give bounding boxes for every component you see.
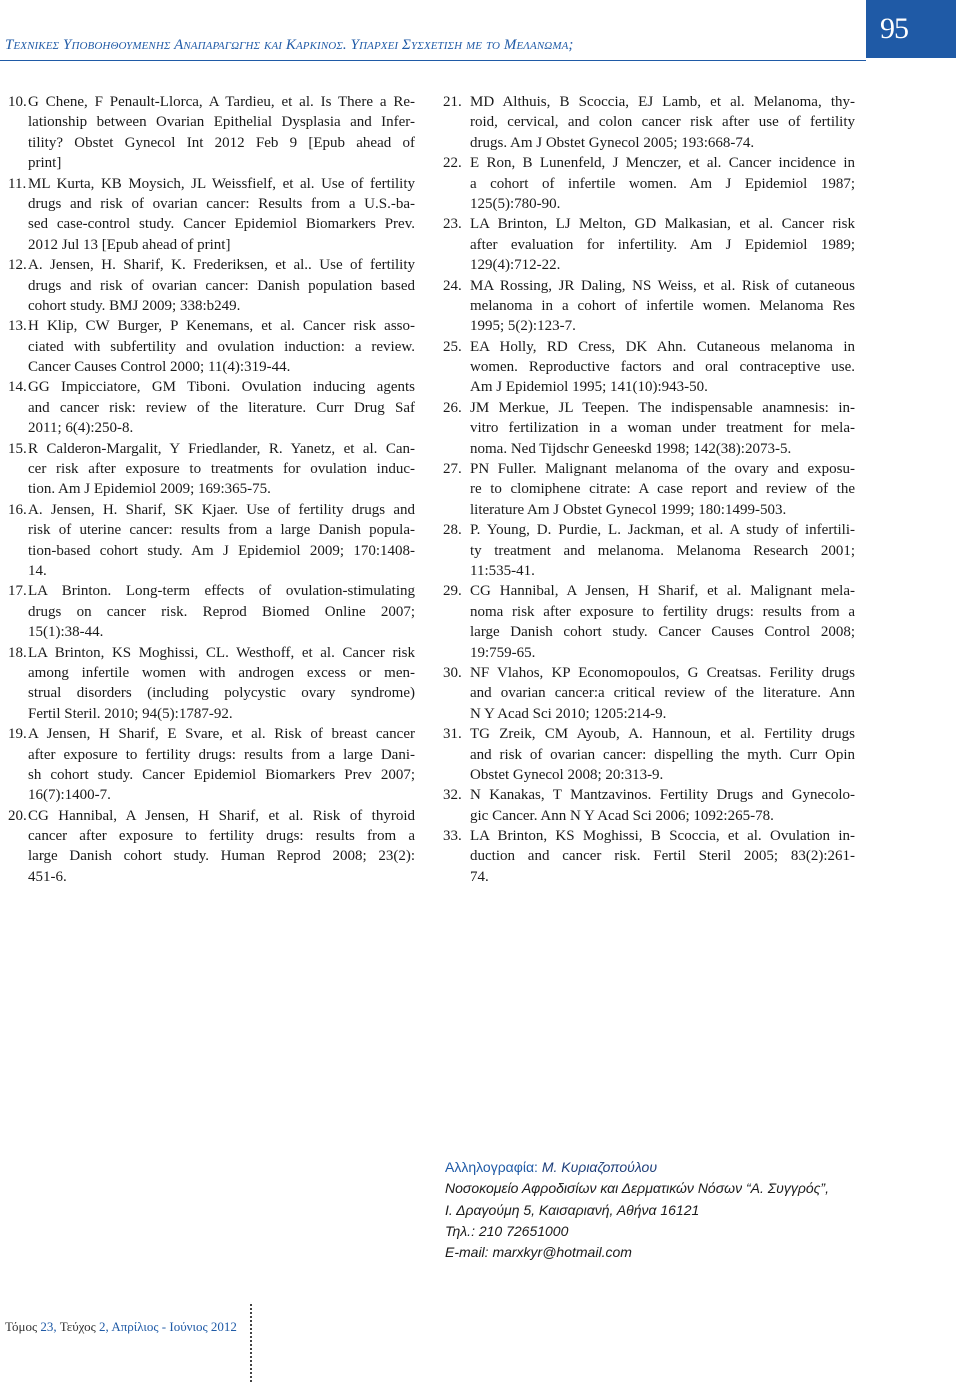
reference-line: vitro fertilization in a woman under treatment for mela- [470, 420, 855, 437]
footer-issue: 2, [99, 1319, 109, 1334]
reference-number: 31. [443, 726, 462, 743]
reference-line: NF Vlahos, KP Economopoulos, G Creatsas. Ferility drugs [470, 664, 855, 681]
reference-line: A Jensen, H Sharif, E Svare, et al. Risk of breast cancer [28, 726, 415, 743]
reference-number: 15. [8, 440, 27, 457]
reference-line: LA Brinton, LJ Melton, GD Malkasian, et al. Cancer risk [470, 216, 855, 233]
reference-item [443, 724, 855, 785]
reference-item [8, 724, 415, 806]
reference-item [8, 439, 415, 500]
reference-line: duction and cancer risk. Fertil Steril 2005; 83(2):261- [470, 848, 855, 865]
reference-line: drugs. Am J Obstet Gynecol 2005; 193:668-74. [470, 134, 755, 151]
reference-line: R Calderon-Margalit, Y Friedlander, R. Yanetz, et al. Can- [28, 440, 415, 457]
reference-item [443, 581, 855, 663]
reference-number: 11. [8, 175, 27, 192]
reference-line: G Chene, F Penault-Llorca, A Tardieu, et al. Is There a Re- [28, 94, 415, 110]
references-right-column [443, 92, 855, 887]
reference-item [443, 826, 855, 887]
correspondence-phone: Τηλ.: 210 72651000 [445, 1222, 569, 1239]
reference-line: A. Jensen, H. Sharif, K. Frederiksen, et al.. Use of fertility [28, 257, 415, 274]
correspondence-name: Μ. Κυριαζοπούλου [541, 1159, 658, 1175]
reference-number: 24. [443, 277, 462, 294]
reference-item [443, 92, 855, 153]
reference-number: 29. [443, 583, 462, 600]
reference-item [8, 581, 415, 642]
reference-line: A. Jensen, H. Sharif, SK Kjaer. Use of fertility drugs and [28, 501, 415, 518]
reference-line: GG Impicciatore, GM Tiboni. Ovulation inducing agents [28, 379, 415, 396]
reference-item [8, 174, 415, 256]
reference-item [443, 337, 855, 398]
footer-period: Απρίλιος - Ιούνιος 2012 [111, 1319, 237, 1334]
reference-line: 19:759-65. [470, 644, 536, 661]
footer-volume-label: Τόμος [5, 1319, 38, 1334]
reference-line: CG Hannibal, A Jensen, H Sharif, et al. Malignant mela- [470, 583, 855, 600]
reference-line: CG Hannibal, A Jensen, H Sharif, et al. Risk of thyroid [28, 807, 415, 824]
reference-line: Am J Epidemiol 1995; 141(10):943-50. [470, 379, 708, 396]
reference-line: gic Cancer. Ann N Y Acad Sci 2006; 1092:265-78. [470, 807, 774, 824]
reference-line: tion-based cohort study. Am J Epidemiol 2009; 170:1408- [28, 542, 415, 559]
reference-line: N Kanakas, T Mantzavinos. Fertility Drugs and Gynecolo- [470, 787, 855, 804]
reference-line: 11:535-41. [470, 562, 535, 579]
running-title: Τεχνικες Υποβοηθουμενης Αναπαραγωγης και Καρκινος. Υπαρχει Συσχετιση με το Μελανωμα; [5, 37, 574, 53]
reference-line: risk of uterine cancer: results from a large Danish popula- [28, 522, 415, 539]
reference-line: noma. Ned Tijdschr Geneeskd 1998; 142(38):2073-5. [470, 440, 792, 457]
reference-number: 10. [8, 94, 27, 110]
reference-line: E Ron, B Lunenfeld, J Menczer, et al. Cancer incidence in [470, 155, 855, 172]
reference-line: Fertil Steril. 2010; 94(5):1787-92. [28, 705, 233, 722]
reference-line: roid, cervical, and colon cancer risk after use of fertility [470, 114, 855, 131]
reference-line: MA Rossing, JR Daling, NS Weiss, et al. Risk of cutaneous [470, 277, 855, 294]
correspondence-block [445, 1157, 865, 1263]
reference-line: tility? Obstet Gynecol Int 2012 Feb 9 [Epub ahead of [28, 134, 415, 151]
reference-line: cohort study. BMJ 2009; 338:b249. [28, 297, 241, 314]
reference-item [443, 214, 855, 275]
reference-line: re to clomiphene citrate: A case report and review of the [470, 481, 855, 498]
reference-line: a cohort of infertile women. Am J Epidemiol 1987; [470, 175, 855, 192]
reference-line: print] [28, 155, 62, 172]
reference-item [443, 459, 855, 520]
reference-line: ciated with subfertility and ovulation induction: a review. [28, 338, 415, 355]
reference-line: cancer after exposure to fertility drugs: results from a [28, 828, 415, 845]
footer-issue-label: Τεύχος [59, 1319, 96, 1334]
reference-line: and ovarian cancer:a critical review of the literature. Ann [470, 685, 855, 702]
reference-item [8, 255, 415, 316]
reference-line: 16(7):1400-7. [28, 787, 111, 804]
reference-item [443, 785, 855, 826]
reference-line: melanoma in a cohort of infertile women. Melanoma Res [470, 297, 855, 314]
page-number-badge: 95 [866, 0, 956, 58]
reference-number: 20. [8, 807, 27, 824]
reference-number: 30. [443, 664, 462, 681]
reference-line: PN Fuller. Malignant melanoma of the ovary and exposu- [470, 461, 855, 478]
reference-item [8, 377, 415, 438]
correspondence-label: Αλληλογραφία: [445, 1159, 538, 1175]
reference-line: 15(1):38-44. [28, 624, 104, 641]
reference-line: large Danish cohort study. Cancer Causes Control 2008; [470, 624, 855, 641]
reference-line: 2012 Jul 13 [Epub ahead of print] [28, 236, 231, 253]
reference-item [8, 806, 415, 888]
reference-number: 27. [443, 461, 462, 478]
reference-line: H Klip, CW Burger, P Kenemans, et al. Cancer risk asso- [28, 318, 415, 335]
reference-line: 14. [28, 562, 47, 579]
reference-line: cer risk after exposure to treatments for ovulation induc- [28, 461, 415, 478]
reference-number: 33. [443, 828, 462, 845]
reference-item [443, 276, 855, 337]
reference-line: drugs and risk of ovarian cancer: Danish population based [28, 277, 415, 294]
reference-number: 26. [443, 399, 462, 416]
reference-line: EA Holly, RD Cress, DK Ahn. Cutaneous melanoma in [470, 338, 855, 355]
reference-line: Obstet Gynecol 2008; 20:313-9. [470, 766, 664, 783]
reference-line: 125(5):780-90. [470, 195, 561, 212]
reference-line: drugs and risk of ovarian cancer: Results from a U.S.-ba- [28, 195, 415, 212]
reference-number: 32. [443, 787, 462, 804]
correspondence-address-line: Νοσοκομείο Αφροδισίων και Δερματικών Νόσων “Α. Συγγρός”, [445, 1180, 829, 1197]
reference-line: TG Zreik, CM Ayoub, A. Hannoun, et al. Fertility drugs [470, 726, 855, 743]
reference-line: 2011; 6(4):250-8. [28, 420, 134, 437]
reference-line: large Danish cohort study. Human Reprod 2008; 23(2): [28, 848, 415, 865]
reference-number: 13. [8, 318, 27, 335]
reference-item [8, 500, 415, 582]
reference-item [443, 663, 855, 724]
reference-line: noma risk after exposure to fertility drugs: results from a [470, 603, 855, 620]
reference-line: ML Kurta, KB Moysich, JL Weissfielf, et al. Use of fertility [28, 175, 415, 192]
reference-line: sh cohort study. Cancer Epidemiol Biomarkers Prev 2007; [28, 766, 415, 783]
reference-line: ty treatment and melanoma. Melanoma Research 2001; [470, 542, 855, 559]
reference-item [8, 643, 415, 725]
reference-line: LA Brinton, KS Moghissi, CL. Westhoff, et al. Cancer risk [28, 644, 415, 661]
reference-number: 14. [8, 379, 27, 396]
reference-item [8, 92, 415, 174]
reference-line: N Y Acad Sci 2010; 1205:214-9. [470, 705, 667, 722]
reference-number: 23. [443, 216, 462, 233]
reference-line: Cancer Causes Control 2000; 11(4):319-44. [28, 359, 291, 376]
reference-line: among infertile women with androgen excess or men- [28, 664, 415, 681]
reference-number: 17. [8, 583, 27, 600]
reference-line: strual disorders (including polycystic ovary syndrome) [28, 685, 415, 702]
reference-item [443, 398, 855, 459]
reference-line: LA Brinton. Long-term effects of ovulation-stimulating [28, 583, 415, 600]
reference-line: after evaluation for infertility. Am J Epidemiol 1989; [470, 236, 855, 253]
reference-number: 19. [8, 726, 27, 743]
reference-line: after exposure to fertility drugs: results from a large Dani- [28, 746, 415, 763]
reference-item [443, 153, 855, 214]
reference-number: 18. [8, 644, 27, 661]
reference-number: 28. [443, 522, 462, 539]
reference-line: tion. Am J Epidemiol 2009; 169:365-75. [28, 481, 271, 498]
correspondence-address-line: Ι. Δραγούμη 5, Καισαριανή, Αθήνα 16121 [445, 1201, 700, 1218]
reference-line: literature Am J Obstet Gynecol 1999; 180:1499-503. [470, 501, 787, 518]
reference-line: drugs on cancer risk. Reprod Biomed Online 2007; [28, 603, 415, 620]
reference-number: 25. [443, 338, 462, 355]
reference-number: 12. [8, 257, 27, 274]
reference-line: lationship between Ovarian Epithelial Dysplasia and Infer- [28, 114, 415, 131]
reference-number: 16. [8, 501, 27, 518]
reference-line: MD Althuis, B Scoccia, EJ Lamb, et al. Melanoma, thy- [470, 94, 855, 110]
reference-number: 21. [443, 94, 462, 110]
reference-line: and risk of ovarian cancer: dispelling the myth. Curr Opin [470, 746, 855, 763]
reference-item [443, 520, 855, 581]
reference-item [8, 316, 415, 377]
reference-number: 22. [443, 155, 462, 172]
footer-issue-info [5, 1319, 237, 1335]
footer-volume: 23, [40, 1319, 57, 1334]
reference-line: 74. [470, 868, 489, 885]
reference-line: P. Young, D. Purdie, L. Jackman, et al. A study of infertili- [470, 522, 855, 539]
reference-line: LA Brinton, KS Moghissi, B Scoccia, et al. Ovulation in- [470, 828, 855, 845]
correspondence-email: E-mail: marxkyr@hotmail.com [445, 1244, 632, 1261]
reference-line: 129(4):712-22. [470, 257, 561, 274]
reference-line: and cancer risk: review of the literature. Curr Drug Saf [28, 399, 415, 416]
reference-line: 451-6. [28, 868, 67, 885]
reference-line: 1995; 5(2):123-7. [470, 318, 576, 335]
correspondence-heading [445, 1157, 865, 1178]
reference-line: JM Merkue, JL Teepen. The indispensable anamnesis: in- [470, 399, 855, 416]
reference-line: women. Reproductive factors and oral contraceptive use. [470, 359, 855, 376]
references-left-column [8, 92, 415, 887]
reference-line: sed case-control study. Cancer Epidemiol Biomarkers Prev. [28, 216, 415, 233]
footer-divider [250, 1304, 252, 1382]
header-rule [0, 60, 866, 61]
